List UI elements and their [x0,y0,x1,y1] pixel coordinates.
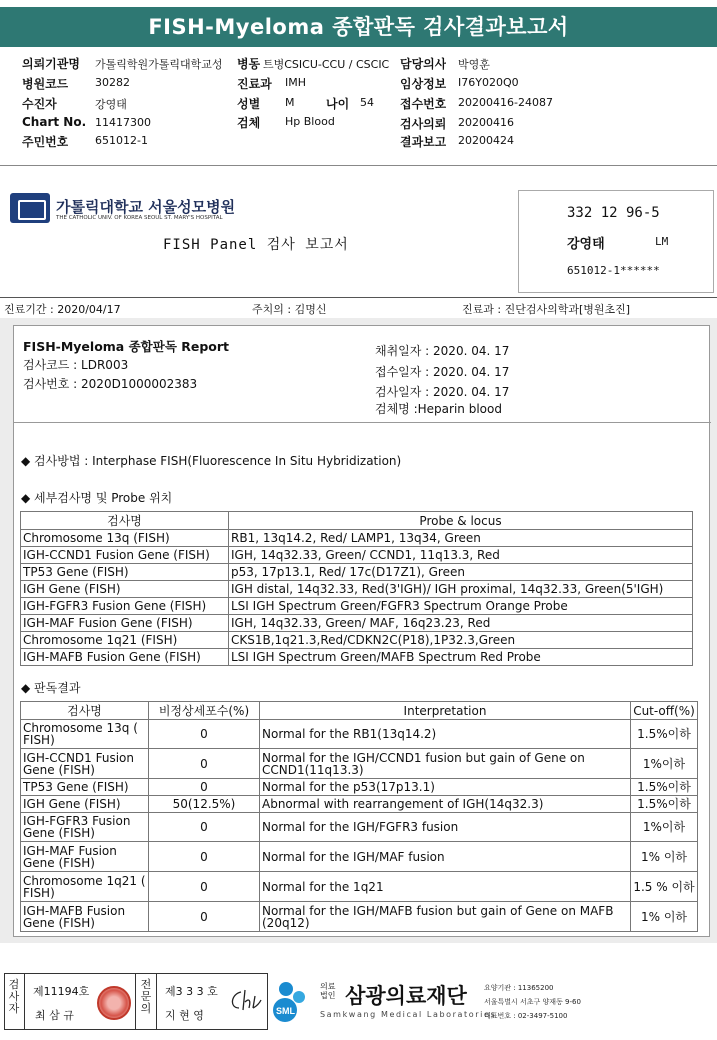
lab-phone: 대표번호 : 02-3497-5100 [484,1012,568,1020]
result-cutoff: 1.5%이하 [631,796,698,813]
lab-name: 삼광의료재단 [345,984,467,1008]
result-interpretation: Normal for the IGH/CCND1 fusion but gain of Gene on CCND1(11q13.3) [260,749,631,779]
result-row [21,813,698,842]
result-cutoff: 1.5 % 이하 [631,872,698,902]
result-interpretation: Abnormal with rearrangement of IGH(14q32.3) [260,796,631,813]
visit-attending: 주치의 : 김명신 [252,303,327,316]
probe-row [21,615,693,632]
test-number: 검사번호 : 2020D1000002383 [23,377,198,391]
report-date-value: 20200424 [458,134,514,147]
age-label: 나이 [326,97,350,111]
visit-dept: 진료과 : 진단검사의학과[병원초진] [462,303,631,316]
probe-test-name: Chromosome 13q (FISH) [21,530,229,547]
result-test-name: IGH Gene (FISH) [21,796,149,813]
probe-locus: LSI IGH Spectrum Green/FGFR3 Spectrum Orange Probe [229,598,693,615]
lab-address: 서울특별시 서초구 양재동 9-60 [484,998,581,1006]
sex-value: M [285,96,295,109]
specimen-value: Hp Blood [285,115,335,128]
test-code: 검사코드 : LDR003 [23,358,129,372]
result-interpretation: Normal for the IGH/MAF fusion [260,842,631,872]
result-cutoff: 1.5%이하 [631,720,698,749]
hospital-logo-icon [10,193,50,223]
sml-logo-text: SML [276,1006,295,1016]
result-cutoff: 1% 이하 [631,902,698,932]
probe-header-name: 검사명 [21,512,229,530]
lab-name-en: Samkwang Medical Laboratories [320,1010,497,1019]
result-abnormal-count: 0 [149,842,260,872]
result-test-name: IGH-MAFB Fusion Gene (FISH) [21,902,149,932]
doctor-value: 박영훈 [458,58,490,71]
resident-label: 주민번호 [22,135,69,149]
result-abnormal-count: 50(12.5%) [149,796,260,813]
probe-locus: IGH, 14q32.33, Green/ MAF, 16q23.23, Red [229,615,693,632]
lab-name-block [320,980,497,1019]
chart-value: 11417300 [95,116,151,129]
probe-locus: RB1, 13q14.2, Red/ LAMP1, 13q34, Green [229,530,693,547]
result-interpretation: Normal for the IGH/FGFR3 fusion [260,813,631,842]
lab-code: 요양기관 : 11365200 [484,984,554,992]
result-abnormal-count: 0 [149,749,260,779]
result-row [21,720,698,749]
probe-test-name: IGH-MAF Fusion Gene (FISH) [21,615,229,632]
insurance-label: 임상정보 [400,77,447,91]
result-test-name: IGH-MAF Fusion Gene (FISH) [21,842,149,872]
patient-resident: 651012-1****** [567,264,660,277]
probe-row [21,564,693,581]
divider [156,974,157,1029]
probe-row [21,530,693,547]
tester-name: 최 삼 규 [35,1009,74,1022]
sex-label: 성별 [237,97,261,111]
patient-id: 332 12 96-5 [567,205,660,221]
code-label: 병원코드 [22,77,69,91]
probe-header-locus: Probe & locus [229,512,693,530]
dept-label: 진료과 [237,77,272,91]
result-header-cutoff: Cut-off(%) [631,702,698,720]
result-abnormal-count: 0 [149,902,260,932]
result-interpretation: Normal for the p53(17p13.1) [260,779,631,796]
result-test-name: Chromosome 1q21 ( FISH) [21,872,149,902]
dept-value: IMH [285,76,307,89]
specialist-name: 지 현 영 [165,1009,204,1022]
specimen-name: 검체명 :Heparin blood [375,402,502,416]
result-header-name: 검사명 [21,702,149,720]
probe-row [21,649,693,666]
tester-label: 검사자 [8,978,20,1015]
insurance-value: I76Y020Q0 [458,76,519,89]
signature-box [4,973,268,1030]
report-date-label: 결과보고 [400,135,447,149]
report-title: FISH-Myeloma 종합판독 Report [23,339,230,354]
divider [0,297,717,298]
result-test-name: IGH-CCND1 Fusion Gene (FISH) [21,749,149,779]
result-test-name: IGH-FGFR3 Fusion Gene (FISH) [21,813,149,842]
result-interpretation: Normal for the IGH/MAFB fusion but gain of Gene on MAFB (20q12) [260,902,631,932]
divider [24,974,25,1029]
test-date: 검사일자 : 2020. 04. 17 [375,385,510,399]
probe-row [21,632,693,649]
result-row [21,842,698,872]
doctor-label: 담당의사 [400,57,447,71]
footer [0,973,717,1033]
result-cutoff: 1.5%이하 [631,779,698,796]
result-interpretation: Normal for the 1q21 [260,872,631,902]
tester-number: 제11194호 [33,985,90,998]
patient-name: 강영태 [567,237,605,252]
visit-bar [0,299,717,317]
specialist-number: 제3 3 3 호 [165,985,218,998]
report-meta [14,326,711,423]
result-abnormal-count: 0 [149,813,260,842]
age-value: 54 [360,96,374,109]
probe-row [21,598,693,615]
result-row [21,902,698,932]
recipient-value: 강영태 [95,98,127,111]
recipient-label: 수진자 [22,97,57,111]
result-cutoff: 1%이하 [631,749,698,779]
patient-sexage: LM [655,235,669,248]
patient-id-box [518,190,714,293]
method-line: ◆ 검사방법 : Interphase FISH(Fluorescence In Situ Hybridization) [21,454,402,468]
tester-seal-icon [97,986,131,1020]
probe-test-name: IGH Gene (FISH) [21,581,229,598]
sml-logo-icon [272,980,312,1024]
result-row [21,796,698,813]
ward-label: 병동 [237,57,261,71]
probe-locus: CKS1B,1q21.3,Red/CDKN2C(P18),1P32.3,Green [229,632,693,649]
result-table [20,701,698,932]
panel-title: FISH Panel 검사 보고서 [163,237,349,253]
result-row [21,779,698,796]
probe-test-name: IGH-CCND1 Fusion Gene (FISH) [21,547,229,564]
specialist-label: 전문의 [140,978,152,1015]
result-row [21,749,698,779]
probe-row [21,547,693,564]
specialist-signature-icon [227,986,263,1016]
receipt-date: 접수일자 : 2020. 04. 17 [375,365,510,379]
receipt-value: 20200416-24087 [458,96,553,109]
resident-value: 651012-1 [95,134,148,147]
probe-test-name: Chromosome 1q21 (FISH) [21,632,229,649]
report-header-title: FISH-Myeloma 종합판독 검사결과보고서 [0,7,717,47]
result-abnormal-count: 0 [149,872,260,902]
probe-test-name: IGH-FGFR3 Fusion Gene (FISH) [21,598,229,615]
result-test-name: Chromosome 13q ( FISH) [21,720,149,749]
hospital-subname: THE CATHOLIC UNIV. OF KOREA SEOUL ST. MARY'S HOSPITAL [56,215,223,221]
hospital-name: 가톨릭대학교 서울성모병원 [56,198,236,216]
result-cutoff: 1%이하 [631,813,698,842]
probe-locus: LSI IGH Spectrum Green/MAFB Spectrum Red Probe [229,649,693,666]
visit-date: 진료기간 : 2020/04/17 [4,303,121,316]
result-test-name: TP53 Gene (FISH) [21,779,149,796]
lab-type: 의료법인 [320,982,336,1000]
chart-label: Chart No. [22,115,87,129]
probe-locus: IGH distal, 14q32.33, Red(3'IGH)/ IGH proximal, 14q32.33, Green(5'IGH) [229,581,693,598]
request-value: 20200416 [458,116,514,129]
result-header-interpretation: Interpretation [260,702,631,720]
result-abnormal-count: 0 [149,720,260,749]
lab-info [484,981,581,1023]
probe-table [20,511,693,666]
collect-date: 채취일자 : 2020. 04. 17 [375,344,510,358]
probe-heading: ◆ 세부검사명 및 Probe 위치 [21,491,173,505]
result-heading: ◆ 판독결과 [21,681,81,695]
probe-row [21,581,693,598]
code-value: 30282 [95,76,130,89]
probe-test-name: IGH-MAFB Fusion Gene (FISH) [21,649,229,666]
probe-test-name: TP53 Gene (FISH) [21,564,229,581]
result-cutoff: 1% 이하 [631,842,698,872]
hospital-label: 의뢰기관명 [22,57,80,71]
hospital-value: 가톨릭학원가톨릭대학교성 [95,58,223,71]
result-interpretation: Normal for the RB1(13q14.2) [260,720,631,749]
result-row [21,872,698,902]
divider [135,974,136,1029]
probe-locus: p53, 17p13.1, Red/ 17c(D17Z1), Green [229,564,693,581]
probe-locus: IGH, 14q32.33, Green/ CCND1, 11q13.3, Red [229,547,693,564]
request-label: 검사의뢰 [400,117,447,131]
result-header-abnormal: 비정상세포수(%) [149,702,260,720]
divider [0,165,717,166]
result-abnormal-count: 0 [149,779,260,796]
report-body [13,325,710,937]
receipt-label: 접수번호 [400,97,447,111]
ward-value: 트병CSICU-CCU / CSCIC [263,58,390,71]
specimen-label: 검체 [237,116,261,130]
